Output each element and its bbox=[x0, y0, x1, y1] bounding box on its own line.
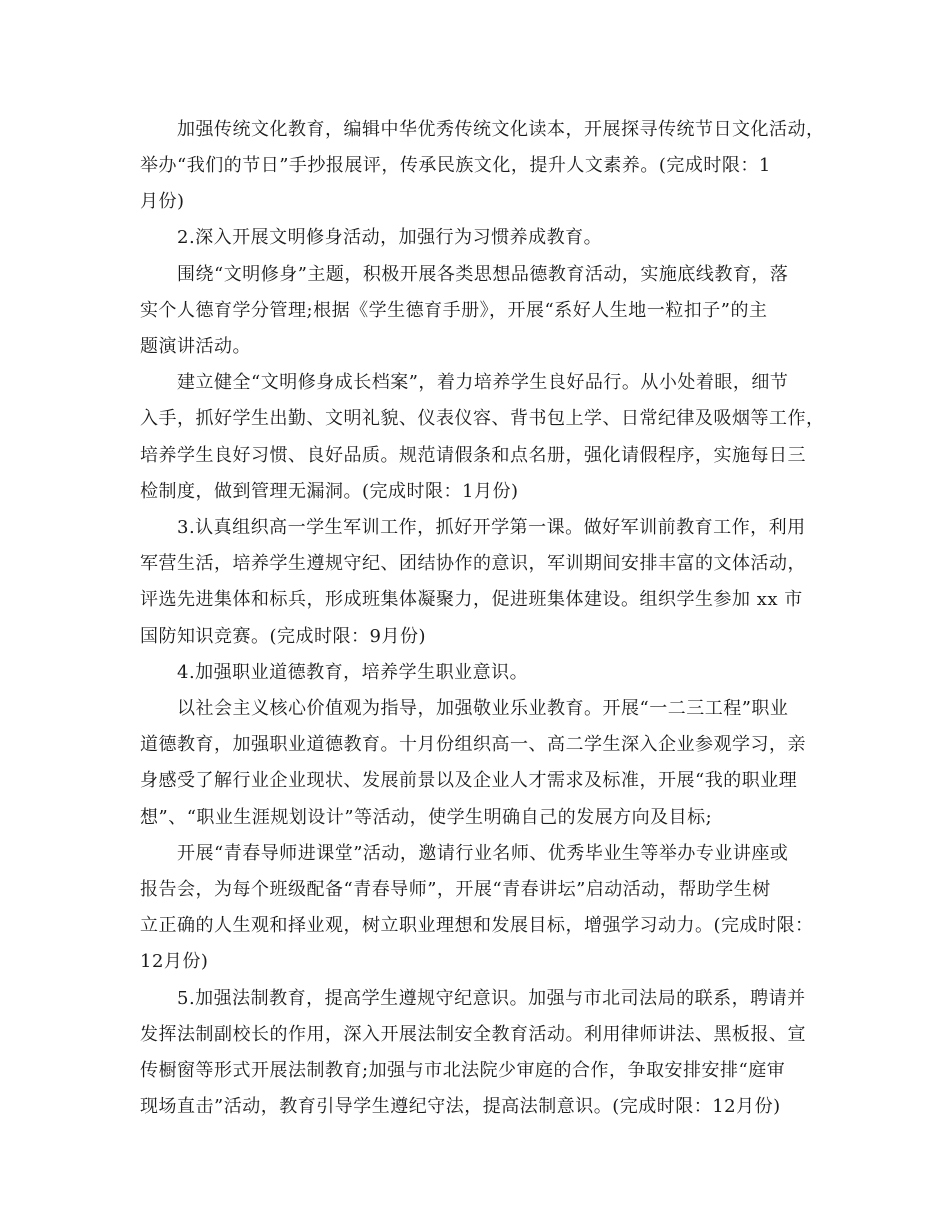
text-line: 现场直击”活动，教育引导学生遵纪守法，提高法制意识。(完成时限：12月份) bbox=[140, 1096, 781, 1117]
text-line: 5.加强法制教育，提高学生遵规守纪意识。加强与市北司法局的联系，聘请并 bbox=[177, 988, 806, 1009]
text-line: 报告会，为每个班级配备“青春导师”，开展“青春讲坛”启动活动，帮助学生树 bbox=[140, 879, 771, 900]
text-line: 题演讲活动。 bbox=[140, 336, 251, 357]
text-line: 身感受了解行业企业现状、发展前景以及企业人才需求及标准，开展“我的职业理 bbox=[140, 770, 798, 791]
text-line: 检制度，做到管理无漏洞。(完成时限：1月份) bbox=[140, 481, 519, 502]
text-line: 围绕“文明修身”主题，积极开展各类思想品德教育活动，实施底线教育，落 bbox=[177, 264, 789, 285]
text-line: 道德教育，加强职业道德教育。十月份组织高一、高二学生深入企业参观学习，亲 bbox=[140, 734, 806, 755]
text-line: 12月份) bbox=[140, 951, 209, 972]
text-line: 实个人德育学分管理;根据《学生德育手册》，开展“系好人生地一粒扣子”的主 bbox=[140, 300, 768, 321]
text-line: 军营生活，培养学生遵规守纪、团结协作的意识，军训期间安排丰富的文体活动， bbox=[140, 553, 806, 574]
text-line: 以社会主义核心价值观为指导，加强敬业乐业教育。开展“一二三工程”职业 bbox=[177, 698, 789, 719]
text-line: 举办“我们的节日”手抄报展评，传承民族文化，提升人文素养。(完成时限：1 bbox=[140, 155, 771, 176]
text-line: 想”、“职业生涯规划设计”等活动，使学生明确自己的发展方向及目标; bbox=[140, 807, 713, 828]
text-line: 建立健全“文明修身成长档案”，着力培养学生良好品行。从小处着眼，细节 bbox=[177, 372, 789, 393]
text-line: 3.认真组织高一学生军训工作，抓好开学第一课。做好军训前教育工作，利用 bbox=[177, 517, 806, 538]
text-line: 入手，抓好学生出勤、文明礼貌、仪表仪容、背书包上学、日常纪律及吸烟等工作， bbox=[140, 408, 825, 429]
text-line: 培养学生良好习惯、良好品质。规范请假条和点名册，强化请假程序，实施每日三 bbox=[140, 445, 806, 466]
text-line: 开展“青春导师进课堂”活动，邀请行业名师、优秀毕业生等举办专业讲座或 bbox=[177, 843, 789, 864]
text-line: 国防知识竞赛。(完成时限：9月份) bbox=[140, 626, 426, 647]
text-line: 4.加强职业道德教育，培养学生职业意识。 bbox=[177, 662, 529, 683]
text-line: 发挥法制副校长的作用，深入开展法制安全教育活动。利用律师讲法、黑板报、宣 bbox=[140, 1024, 806, 1045]
text-line: 传橱窗等形式开展法制教育;加强与市北法院少审庭的合作，争取安排安排“庭审 bbox=[140, 1060, 786, 1081]
text-line: 2.深入开展文明修身活动，加强行为习惯养成教育。 bbox=[177, 227, 603, 248]
text-line: 立正确的人生观和择业观，树立职业理想和发展目标，增强学习动力。(完成时限： bbox=[140, 915, 814, 936]
text-line: 加强传统文化教育，编辑中华优秀传统文化读本，开展探寻传统节日文化活动， bbox=[177, 119, 825, 140]
text-line: 月份) bbox=[140, 191, 185, 212]
text-line: 评选先进集体和标兵，形成班集体凝聚力，促进班集体建设。组织学生参加 xx 市 bbox=[140, 589, 803, 610]
